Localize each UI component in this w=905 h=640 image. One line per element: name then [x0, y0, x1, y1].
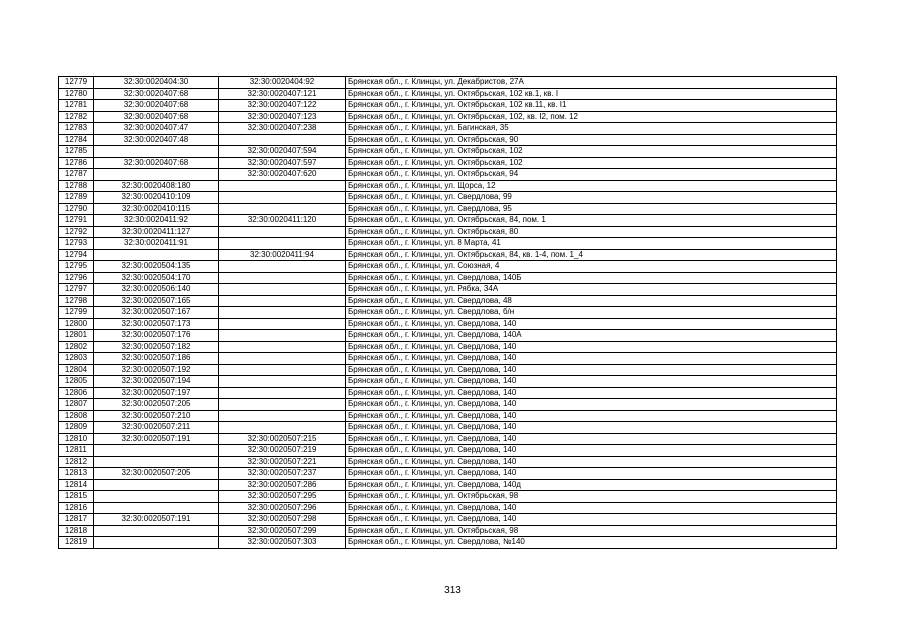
cadastral-number-cell [219, 284, 346, 296]
cadastral-block-cell [94, 479, 219, 491]
address-cell: Брянская обл., г. Клинцы, ул. Рябка, 34А [346, 284, 837, 296]
row-number-cell: 12783 [59, 123, 94, 135]
cadastral-block-cell: 32:30:0020507:210 [94, 410, 219, 422]
table-row [59, 399, 837, 411]
row-number-cell: 12792 [59, 226, 94, 238]
cadastral-number-cell [219, 387, 346, 399]
cadastral-number-cell: 32:30:0020407:122 [219, 100, 346, 112]
address-cell: Брянская обл., г. Клинцы, ул. Свердлова, 140 [346, 341, 837, 353]
table-row [59, 192, 837, 204]
address-cell: Брянская обл., г. Клинцы, ул. Октябрьская, 102 кв.1, кв. I [346, 88, 837, 100]
table-row [59, 226, 837, 238]
table-row [59, 249, 837, 261]
cadastral-number-cell: 32:30:0020507:286 [219, 479, 346, 491]
address-cell: Брянская обл., г. Клинцы, ул. Свердлова, 140 [346, 456, 837, 468]
cadastral-number-cell: 32:30:0020411:94 [219, 249, 346, 261]
cadastral-block-cell [94, 169, 219, 181]
address-cell: Брянская обл., г. Клинцы, ул. Октябрьская, 80 [346, 226, 837, 238]
row-number-cell: 12786 [59, 157, 94, 169]
address-cell: Брянская обл., г. Клинцы, ул. Октябрьская, 102 [346, 146, 837, 158]
table-row [59, 157, 837, 169]
row-number-cell: 12788 [59, 180, 94, 192]
row-number-cell: 12794 [59, 249, 94, 261]
address-cell: Брянская обл., г. Клинцы, ул. Свердлова, 140 [346, 410, 837, 422]
cadastral-block-cell: 32:30:0020407:68 [94, 100, 219, 112]
row-number-cell: 12817 [59, 514, 94, 526]
address-cell: Брянская обл., г. Клинцы, ул. Свердлова, 140 [346, 514, 837, 526]
cadastral-number-cell [219, 399, 346, 411]
table-row [59, 180, 837, 192]
row-number-cell: 12805 [59, 376, 94, 388]
row-number-cell: 12789 [59, 192, 94, 204]
address-cell: Брянская обл., г. Клинцы, ул. Свердлова, б/н [346, 307, 837, 319]
table-row [59, 215, 837, 227]
cadastral-number-cell [219, 180, 346, 192]
address-cell: Брянская обл., г. Клинцы, ул. Свердлова, 140А [346, 330, 837, 342]
cadastral-block-cell [94, 249, 219, 261]
cadastral-number-cell [219, 422, 346, 434]
row-number-cell: 12800 [59, 318, 94, 330]
row-number-cell: 12801 [59, 330, 94, 342]
address-cell: Брянская обл., г. Клинцы, ул. Свердлова, 140 [346, 376, 837, 388]
address-cell: Брянская обл., г. Клинцы, ул. Октябрьская, 98 [346, 491, 837, 503]
cadastral-number-cell [219, 238, 346, 250]
table-row [59, 422, 837, 434]
table-row [59, 284, 837, 296]
table-row [59, 456, 837, 468]
table-row [59, 238, 837, 250]
cadastral-number-cell: 32:30:0020404:92 [219, 77, 346, 89]
cadastral-number-cell: 32:30:0020407:123 [219, 111, 346, 123]
row-number-cell: 12779 [59, 77, 94, 89]
table-row [59, 433, 837, 445]
table-row [59, 318, 837, 330]
cadastral-block-cell: 32:30:0020507:191 [94, 514, 219, 526]
table-row [59, 123, 837, 135]
row-number-cell: 12813 [59, 468, 94, 480]
table-row [59, 353, 837, 365]
address-cell: Брянская обл., г. Клинцы, ул. Союзная, 4 [346, 261, 837, 273]
table-row [59, 525, 837, 537]
cadastral-number-cell: 32:30:0020507:219 [219, 445, 346, 457]
address-cell: Брянская обл., г. Клинцы, ул. Свердлова, 140д [346, 479, 837, 491]
cadastral-number-cell: 32:30:0020507:215 [219, 433, 346, 445]
address-cell: Брянская обл., г. Клинцы, ул. Октябрьская, 90 [346, 134, 837, 146]
cadastral-block-cell: 32:30:0020507:205 [94, 399, 219, 411]
table-row [59, 445, 837, 457]
address-cell: Брянская обл., г. Клинцы, ул. Октябрьская, 102 кв.11, кв. I1 [346, 100, 837, 112]
table-row [59, 146, 837, 158]
cadastral-number-cell [219, 364, 346, 376]
cadastral-block-cell [94, 491, 219, 503]
row-number-cell: 12807 [59, 399, 94, 411]
cadastral-number-cell [219, 353, 346, 365]
cadastral-block-cell: 32:30:0020507:192 [94, 364, 219, 376]
cadastral-number-cell: 32:30:0020407:238 [219, 123, 346, 135]
cadastral-number-cell: 32:30:0020407:594 [219, 146, 346, 158]
cadastral-number-cell: 32:30:0020407:597 [219, 157, 346, 169]
page-number: 313 [444, 585, 461, 596]
table-row [59, 468, 837, 480]
row-number-cell: 12798 [59, 295, 94, 307]
cadastral-number-cell [219, 410, 346, 422]
row-number-cell: 12793 [59, 238, 94, 250]
cadastral-number-cell [219, 341, 346, 353]
cadastral-number-cell: 32:30:0020507:298 [219, 514, 346, 526]
cadastral-block-cell: 32:30:0020507:173 [94, 318, 219, 330]
cadastral-block-cell [94, 146, 219, 158]
cadastral-number-cell: 32:30:0020407:121 [219, 88, 346, 100]
row-number-cell: 12815 [59, 491, 94, 503]
address-cell: Брянская обл., г. Клинцы, ул. Октябрьская, 84, пом. 1 [346, 215, 837, 227]
row-number-cell: 12790 [59, 203, 94, 215]
row-number-cell: 12810 [59, 433, 94, 445]
cadastral-number-cell: 32:30:0020407:620 [219, 169, 346, 181]
cadastral-registry-table [58, 76, 837, 549]
table-row [59, 514, 837, 526]
address-cell: Брянская обл., г. Клинцы, ул. 8 Марта, 41 [346, 238, 837, 250]
cadastral-number-cell: 32:30:0020411:120 [219, 215, 346, 227]
cadastral-block-cell: 32:30:0020507:165 [94, 295, 219, 307]
row-number-cell: 12814 [59, 479, 94, 491]
cadastral-block-cell: 32:30:0020504:135 [94, 261, 219, 273]
cadastral-block-cell: 32:30:0020407:68 [94, 111, 219, 123]
address-cell: Брянская обл., г. Клинцы, ул. Свердлова, 140 [346, 399, 837, 411]
cadastral-block-cell: 32:30:0020507:197 [94, 387, 219, 399]
address-cell: Брянская обл., г. Клинцы, ул. Свердлова, 140 [346, 468, 837, 480]
table-row [59, 88, 837, 100]
row-number-cell: 12816 [59, 502, 94, 514]
cadastral-block-cell: 32:30:0020411:127 [94, 226, 219, 238]
cadastral-block-cell: 32:30:0020507:191 [94, 433, 219, 445]
table-row [59, 330, 837, 342]
address-cell: Брянская обл., г. Клинцы, ул. Свердлова, 95 [346, 203, 837, 215]
table-row [59, 364, 837, 376]
row-number-cell: 12811 [59, 445, 94, 457]
address-cell: Брянская обл., г. Клинцы, ул. Свердлова, 140 [346, 353, 837, 365]
cadastral-number-cell: 32:30:0020507:303 [219, 537, 346, 549]
row-number-cell: 12782 [59, 111, 94, 123]
row-number-cell: 12804 [59, 364, 94, 376]
cadastral-block-cell [94, 537, 219, 549]
cadastral-block-cell: 32:30:0020407:68 [94, 157, 219, 169]
row-number-cell: 12791 [59, 215, 94, 227]
cadastral-number-cell [219, 272, 346, 284]
cadastral-number-cell [219, 203, 346, 215]
table-row [59, 376, 837, 388]
cadastral-number-cell [219, 307, 346, 319]
row-number-cell: 12781 [59, 100, 94, 112]
row-number-cell: 12799 [59, 307, 94, 319]
cadastral-block-cell: 32:30:0020411:91 [94, 238, 219, 250]
row-number-cell: 12785 [59, 146, 94, 158]
table-row [59, 537, 837, 549]
cadastral-number-cell: 32:30:0020507:296 [219, 502, 346, 514]
cadastral-number-cell [219, 192, 346, 204]
cadastral-block-cell: 32:30:0020507:205 [94, 468, 219, 480]
row-number-cell: 12812 [59, 456, 94, 468]
cadastral-block-cell: 32:30:0020506:140 [94, 284, 219, 296]
cadastral-block-cell: 32:30:0020507:194 [94, 376, 219, 388]
row-number-cell: 12795 [59, 261, 94, 273]
address-cell: Брянская обл., г. Клинцы, ул. Щорса, 12 [346, 180, 837, 192]
table-row [59, 479, 837, 491]
table-row [59, 387, 837, 399]
address-cell: Брянская обл., г. Клинцы, ул. Свердлова, 140 [346, 422, 837, 434]
address-cell: Брянская обл., г. Клинцы, ул. Свердлова, 48 [346, 295, 837, 307]
row-number-cell: 12796 [59, 272, 94, 284]
cadastral-number-cell [219, 226, 346, 238]
address-cell: Брянская обл., г. Клинцы, ул. Свердлова, 140 [346, 387, 837, 399]
cadastral-number-cell: 32:30:0020507:299 [219, 525, 346, 537]
table-row [59, 261, 837, 273]
cadastral-number-cell [219, 295, 346, 307]
address-cell: Брянская обл., г. Клинцы, ул. Свердлова, 140 [346, 318, 837, 330]
table-row [59, 295, 837, 307]
row-number-cell: 12809 [59, 422, 94, 434]
address-cell: Брянская обл., г. Клинцы, ул. Свердлова, 99 [346, 192, 837, 204]
registry-table-body [59, 77, 837, 549]
table-row [59, 410, 837, 422]
table-row [59, 491, 837, 503]
cadastral-block-cell [94, 502, 219, 514]
address-cell: Брянская обл., г. Клинцы, ул. Свердлова, 140 [346, 445, 837, 457]
cadastral-block-cell: 32:30:0020407:68 [94, 88, 219, 100]
table-row [59, 169, 837, 181]
row-number-cell: 12797 [59, 284, 94, 296]
table-row [59, 272, 837, 284]
address-cell: Брянская обл., г. Клинцы, ул. Октябрьская, 94 [346, 169, 837, 181]
row-number-cell: 12784 [59, 134, 94, 146]
cadastral-block-cell [94, 445, 219, 457]
row-number-cell: 12780 [59, 88, 94, 100]
table-row [59, 203, 837, 215]
table-row [59, 77, 837, 89]
cadastral-number-cell: 32:30:0020507:295 [219, 491, 346, 503]
row-number-cell: 12787 [59, 169, 94, 181]
address-cell: Брянская обл., г. Клинцы, ул. Октябрьская, 102, кв. I2, пом. 12 [346, 111, 837, 123]
address-cell: Брянская обл., г. Клинцы, ул. Свердлова, 140 [346, 502, 837, 514]
address-cell: Брянская обл., г. Клинцы, ул. Свердлова, №140 [346, 537, 837, 549]
row-number-cell: 12819 [59, 537, 94, 549]
row-number-cell: 12808 [59, 410, 94, 422]
address-cell: Брянская обл., г. Клинцы, ул. Багинская, 35 [346, 123, 837, 135]
address-cell: Брянская обл., г. Клинцы, ул. Свердлова, 140Б [346, 272, 837, 284]
cadastral-block-cell: 32:30:0020507:167 [94, 307, 219, 319]
cadastral-block-cell: 32:30:0020411:92 [94, 215, 219, 227]
row-number-cell: 12806 [59, 387, 94, 399]
row-number-cell: 12802 [59, 341, 94, 353]
cadastral-block-cell: 32:30:0020507:182 [94, 341, 219, 353]
table-row [59, 134, 837, 146]
cadastral-block-cell: 32:30:0020507:211 [94, 422, 219, 434]
cadastral-block-cell [94, 525, 219, 537]
cadastral-number-cell: 32:30:0020507:237 [219, 468, 346, 480]
cadastral-block-cell: 32:30:0020407:47 [94, 123, 219, 135]
address-cell: Брянская обл., г. Клинцы, ул. Октябрьская, 102 [346, 157, 837, 169]
cadastral-block-cell: 32:30:0020410:115 [94, 203, 219, 215]
table-row [59, 341, 837, 353]
cadastral-block-cell: 32:30:0020507:176 [94, 330, 219, 342]
table-row [59, 111, 837, 123]
cadastral-block-cell: 32:30:0020504:170 [94, 272, 219, 284]
cadastral-block-cell: 32:30:0020404:30 [94, 77, 219, 89]
cadastral-number-cell [219, 134, 346, 146]
cadastral-block-cell: 32:30:0020408:180 [94, 180, 219, 192]
row-number-cell: 12803 [59, 353, 94, 365]
cadastral-number-cell [219, 261, 346, 273]
cadastral-block-cell: 32:30:0020407:48 [94, 134, 219, 146]
row-number-cell: 12818 [59, 525, 94, 537]
address-cell: Брянская обл., г. Клинцы, ул. Октябрьская, 98 [346, 525, 837, 537]
address-cell: Брянская обл., г. Клинцы, ул. Свердлова, 140 [346, 433, 837, 445]
cadastral-block-cell: 32:30:0020410:109 [94, 192, 219, 204]
cadastral-block-cell: 32:30:0020507:186 [94, 353, 219, 365]
cadastral-number-cell [219, 318, 346, 330]
address-cell: Брянская обл., г. Клинцы, ул. Декабристов, 27А [346, 77, 837, 89]
table-row [59, 307, 837, 319]
cadastral-number-cell [219, 376, 346, 388]
address-cell: Брянская обл., г. Клинцы, ул. Октябрьская, 84, кв. 1-4, пом. 1_4 [346, 249, 837, 261]
cadastral-number-cell [219, 330, 346, 342]
cadastral-block-cell [94, 456, 219, 468]
table-row [59, 100, 837, 112]
table-row [59, 502, 837, 514]
cadastral-number-cell: 32:30:0020507:221 [219, 456, 346, 468]
address-cell: Брянская обл., г. Клинцы, ул. Свердлова, 140 [346, 364, 837, 376]
